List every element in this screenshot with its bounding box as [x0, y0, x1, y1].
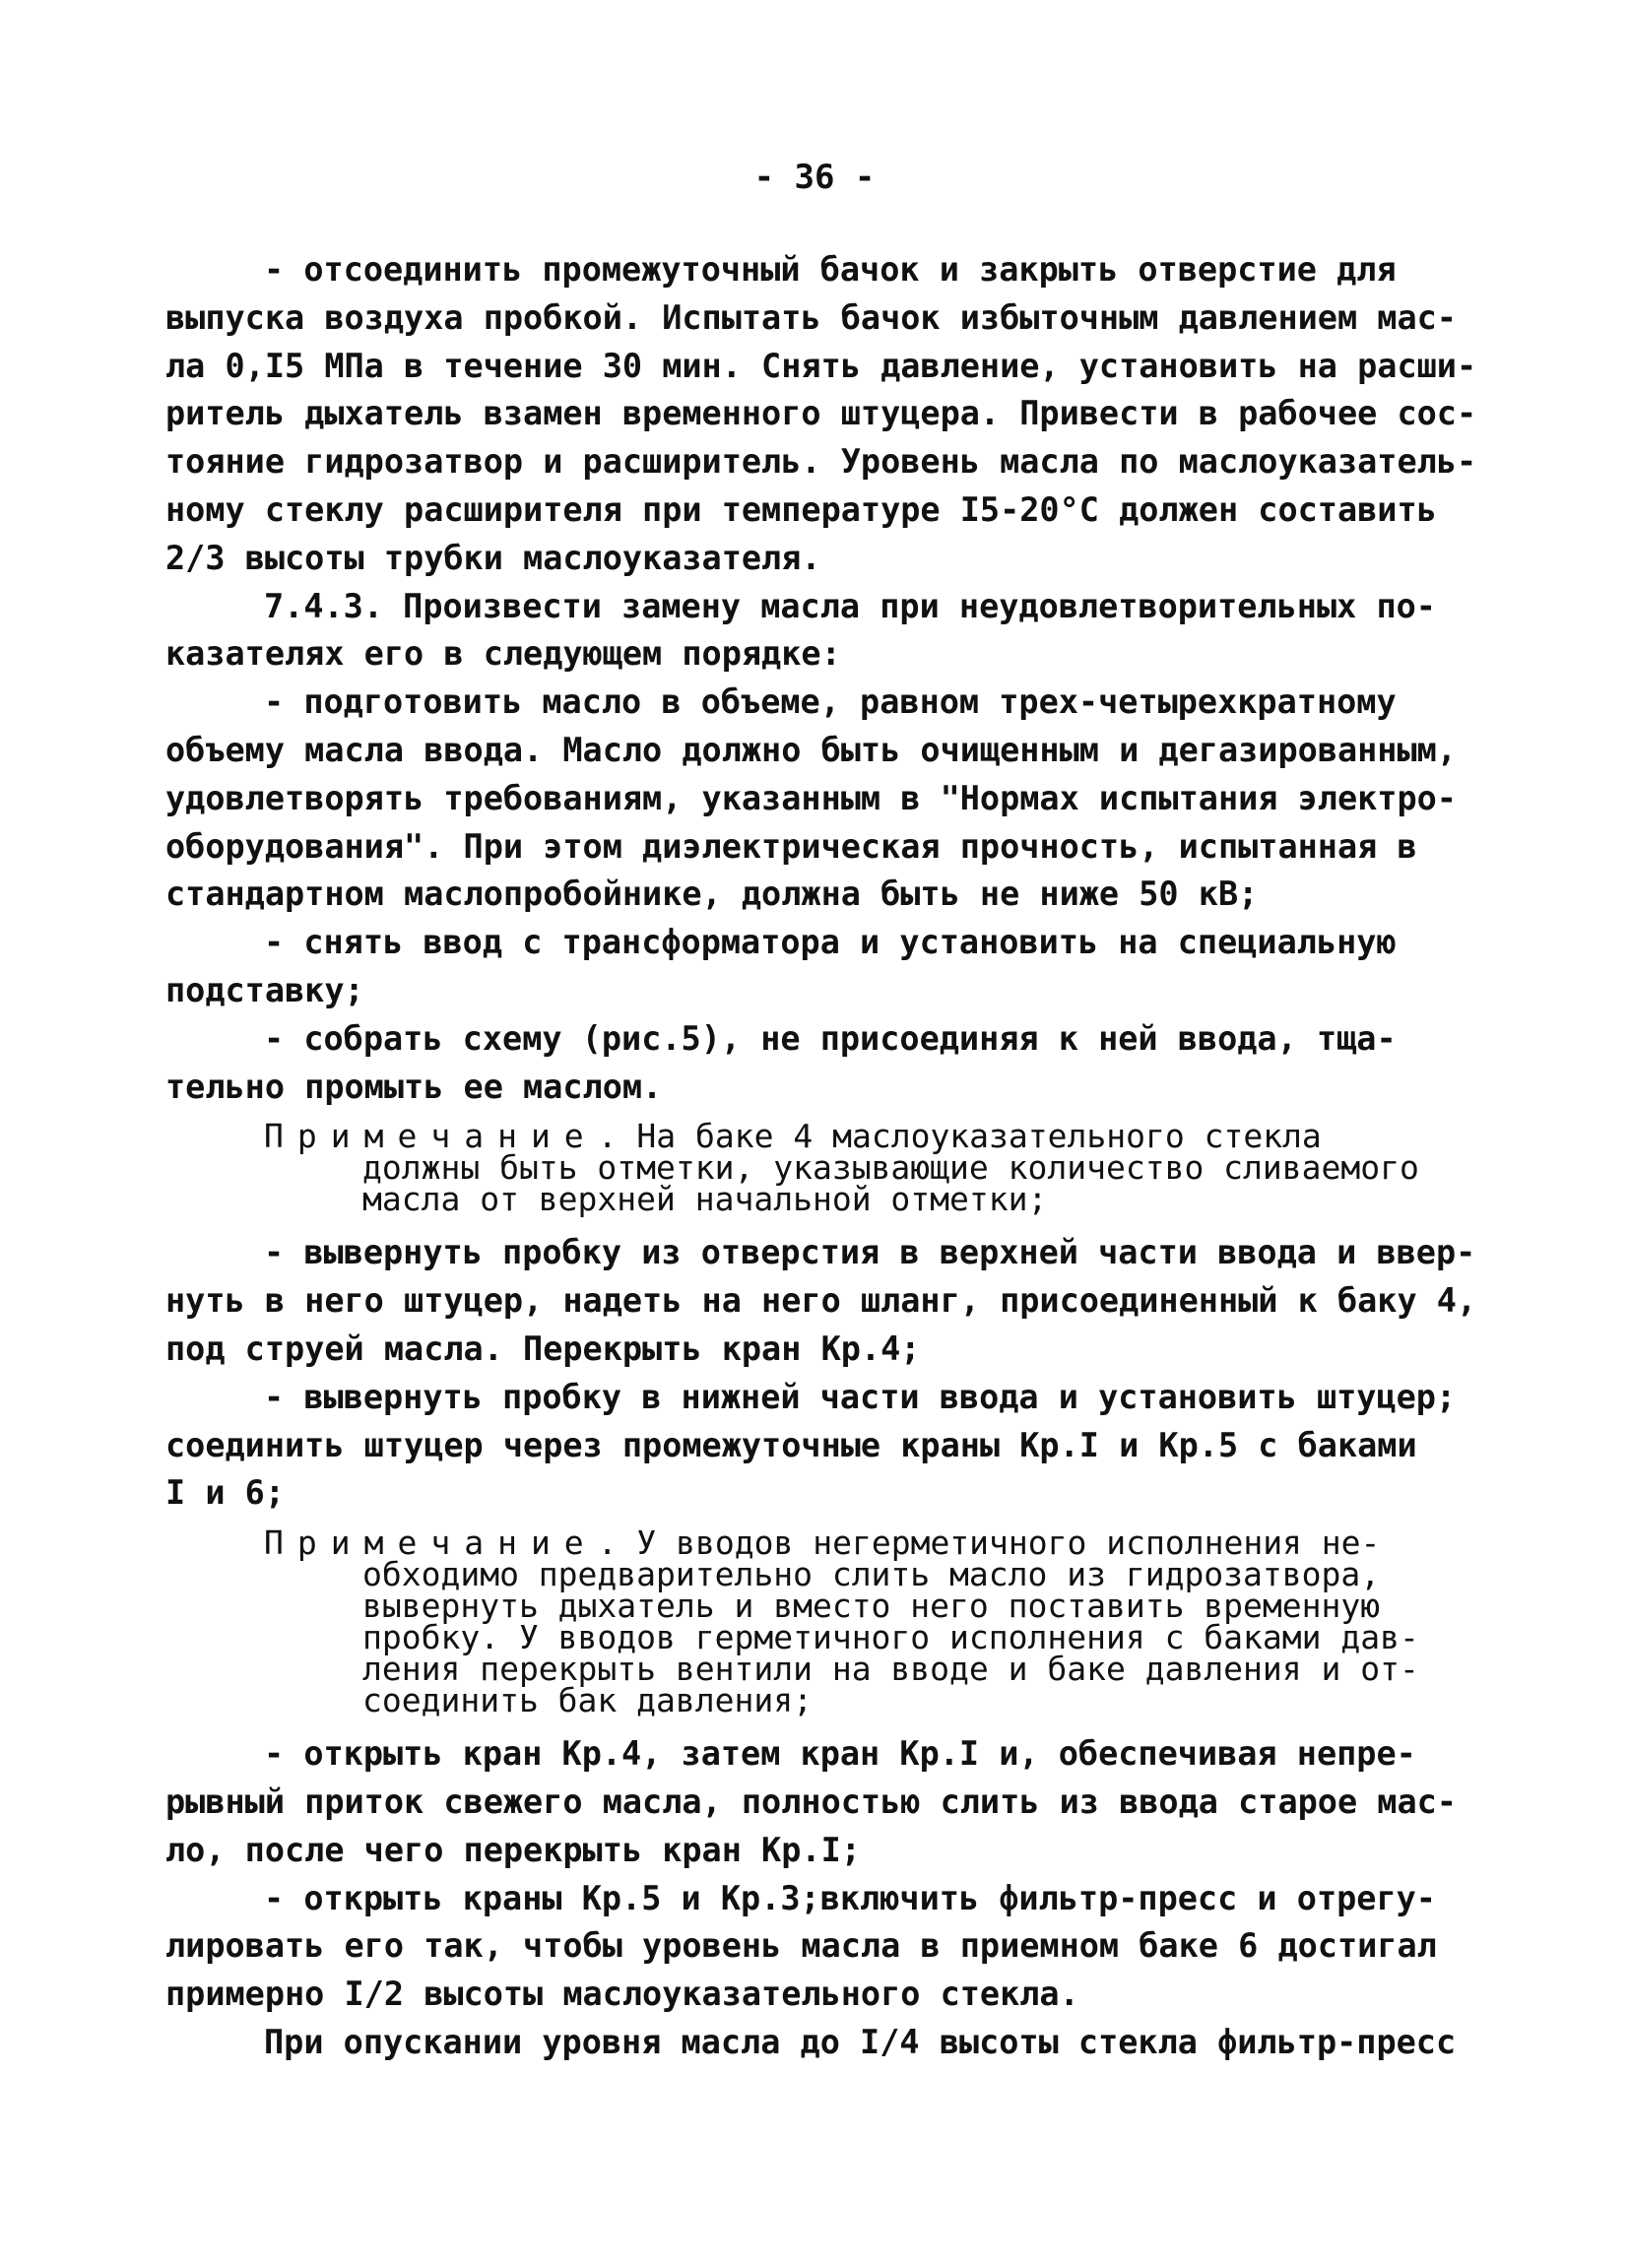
note-line: должны быть отметки, указывающие количество сливаемого: [362, 1148, 1419, 1188]
note-line: обходимо предварительно слить масло из гидрозатвора,: [362, 1555, 1381, 1594]
note-text: . У вводов негерметичного исполнения не-: [597, 1523, 1381, 1563]
text-line: 7.4.3. Произвести замену масла при неудовлетворительных по-: [264, 586, 1436, 625]
text-line: ла 0,I5 МПа в течение 30 мин. Снять давление, установить на расши-: [165, 346, 1477, 385]
note-block: [264, 1111, 1466, 1229]
text-line: При опускании уровня масла до I/4 высоты стекла фильтр-пресс: [264, 2022, 1457, 2061]
text-line: ло, после чего перекрыть кран Кр.I;: [165, 1830, 861, 1869]
text-line: под струей масла. Перекрыть кран Кр.4;: [165, 1328, 921, 1368]
note-block: [264, 1518, 1466, 1730]
document-body: [165, 246, 1477, 2067]
text-line: - открыть краны Кр.5 и Кр.3;включить фильтр-пресс и отрегу-: [264, 1878, 1436, 1917]
text-line: I и 6;: [165, 1473, 286, 1513]
page-number: - 36 -: [753, 158, 876, 197]
text-line: 2/3 высоты трубки маслоуказателя.: [165, 538, 821, 577]
text-line: - вывернуть пробку в нижней части ввода и установить штуцер;: [264, 1377, 1457, 1416]
text-line: стандартном маслопробойнике, должна быть не ниже 50 кВ;: [165, 875, 1259, 914]
text-line: ритель дыхатель взамен временного штуцера. Привести в рабочее сос-: [165, 394, 1477, 433]
text-line: удовлетворять требованиям, указанным в "Нормах испытания электро-: [165, 778, 1457, 817]
note-label: Примечание: [264, 1117, 598, 1156]
note-line: масла от верхней начальной отметки;: [362, 1180, 1048, 1219]
text-line: подставку;: [165, 970, 364, 1009]
text-line: - собрать схему (рис.5), не присоединяя к ней ввода, тща-: [264, 1018, 1397, 1058]
text-line: тельно промыть ее маслом.: [165, 1067, 663, 1106]
note-text: . На баке 4 маслоуказательного стекла: [597, 1117, 1322, 1156]
note-line: пробку. У вводов герметичного исполнения с баками дав-: [362, 1618, 1419, 1657]
text-line: лировать его так, чтобы уровень масла в приемном баке 6 достигал: [165, 1926, 1437, 1966]
text-line: - отсоединить промежуточный бачок и закрыть отверстие для: [264, 250, 1397, 289]
text-line: - подготовить масло в объеме, равном трех-четырехкратному: [264, 682, 1397, 722]
note-line: ления перекрыть вентили на вводе и баке давления и от-: [362, 1650, 1419, 1689]
text-line: ному стеклу расширителя при температуре I5-20°С должен составить: [165, 489, 1437, 529]
text-line: тояние гидрозатвор и расширитель. Уровень масла по маслоуказатель-: [165, 442, 1477, 482]
text-line: объему масла ввода. Масло должно быть очищенным и дегазированным,: [165, 730, 1457, 769]
text-line: рывный приток свежего масла, полностью слить из ввода старое мас-: [165, 1782, 1457, 1821]
note-label: Примечание: [264, 1523, 598, 1563]
note-line: вывернуть дыхатель и вместо него поставить временную: [362, 1587, 1381, 1626]
text-line: - снять ввод с трансформатора и установить на специальную: [264, 923, 1397, 962]
text-line: соединить штуцер через промежуточные краны Кр.I и Кр.5 с баками: [165, 1425, 1417, 1464]
note-line: соединить бак давления;: [362, 1681, 813, 1720]
text-line: - вывернуть пробку из отверстия в верхней части ввода и ввер-: [264, 1233, 1476, 1272]
text-line: оборудования". При этом диэлектрическая прочность, испытанная в: [165, 826, 1417, 866]
text-line: казателях его в следующем порядке:: [165, 634, 841, 674]
text-line: примерно I/2 высоты маслоуказательного стекла.: [165, 1975, 1079, 2014]
text-line: нуть в него штуцер, надеть на него шланг, присоединенный к баку 4,: [165, 1281, 1477, 1321]
text-line: выпуска воздуха пробкой. Испытать бачок избыточным давлением мас-: [165, 297, 1457, 337]
text-line: - открыть кран Кр.4, затем кран Кр.I и, обеспечивая непре-: [264, 1734, 1416, 1774]
